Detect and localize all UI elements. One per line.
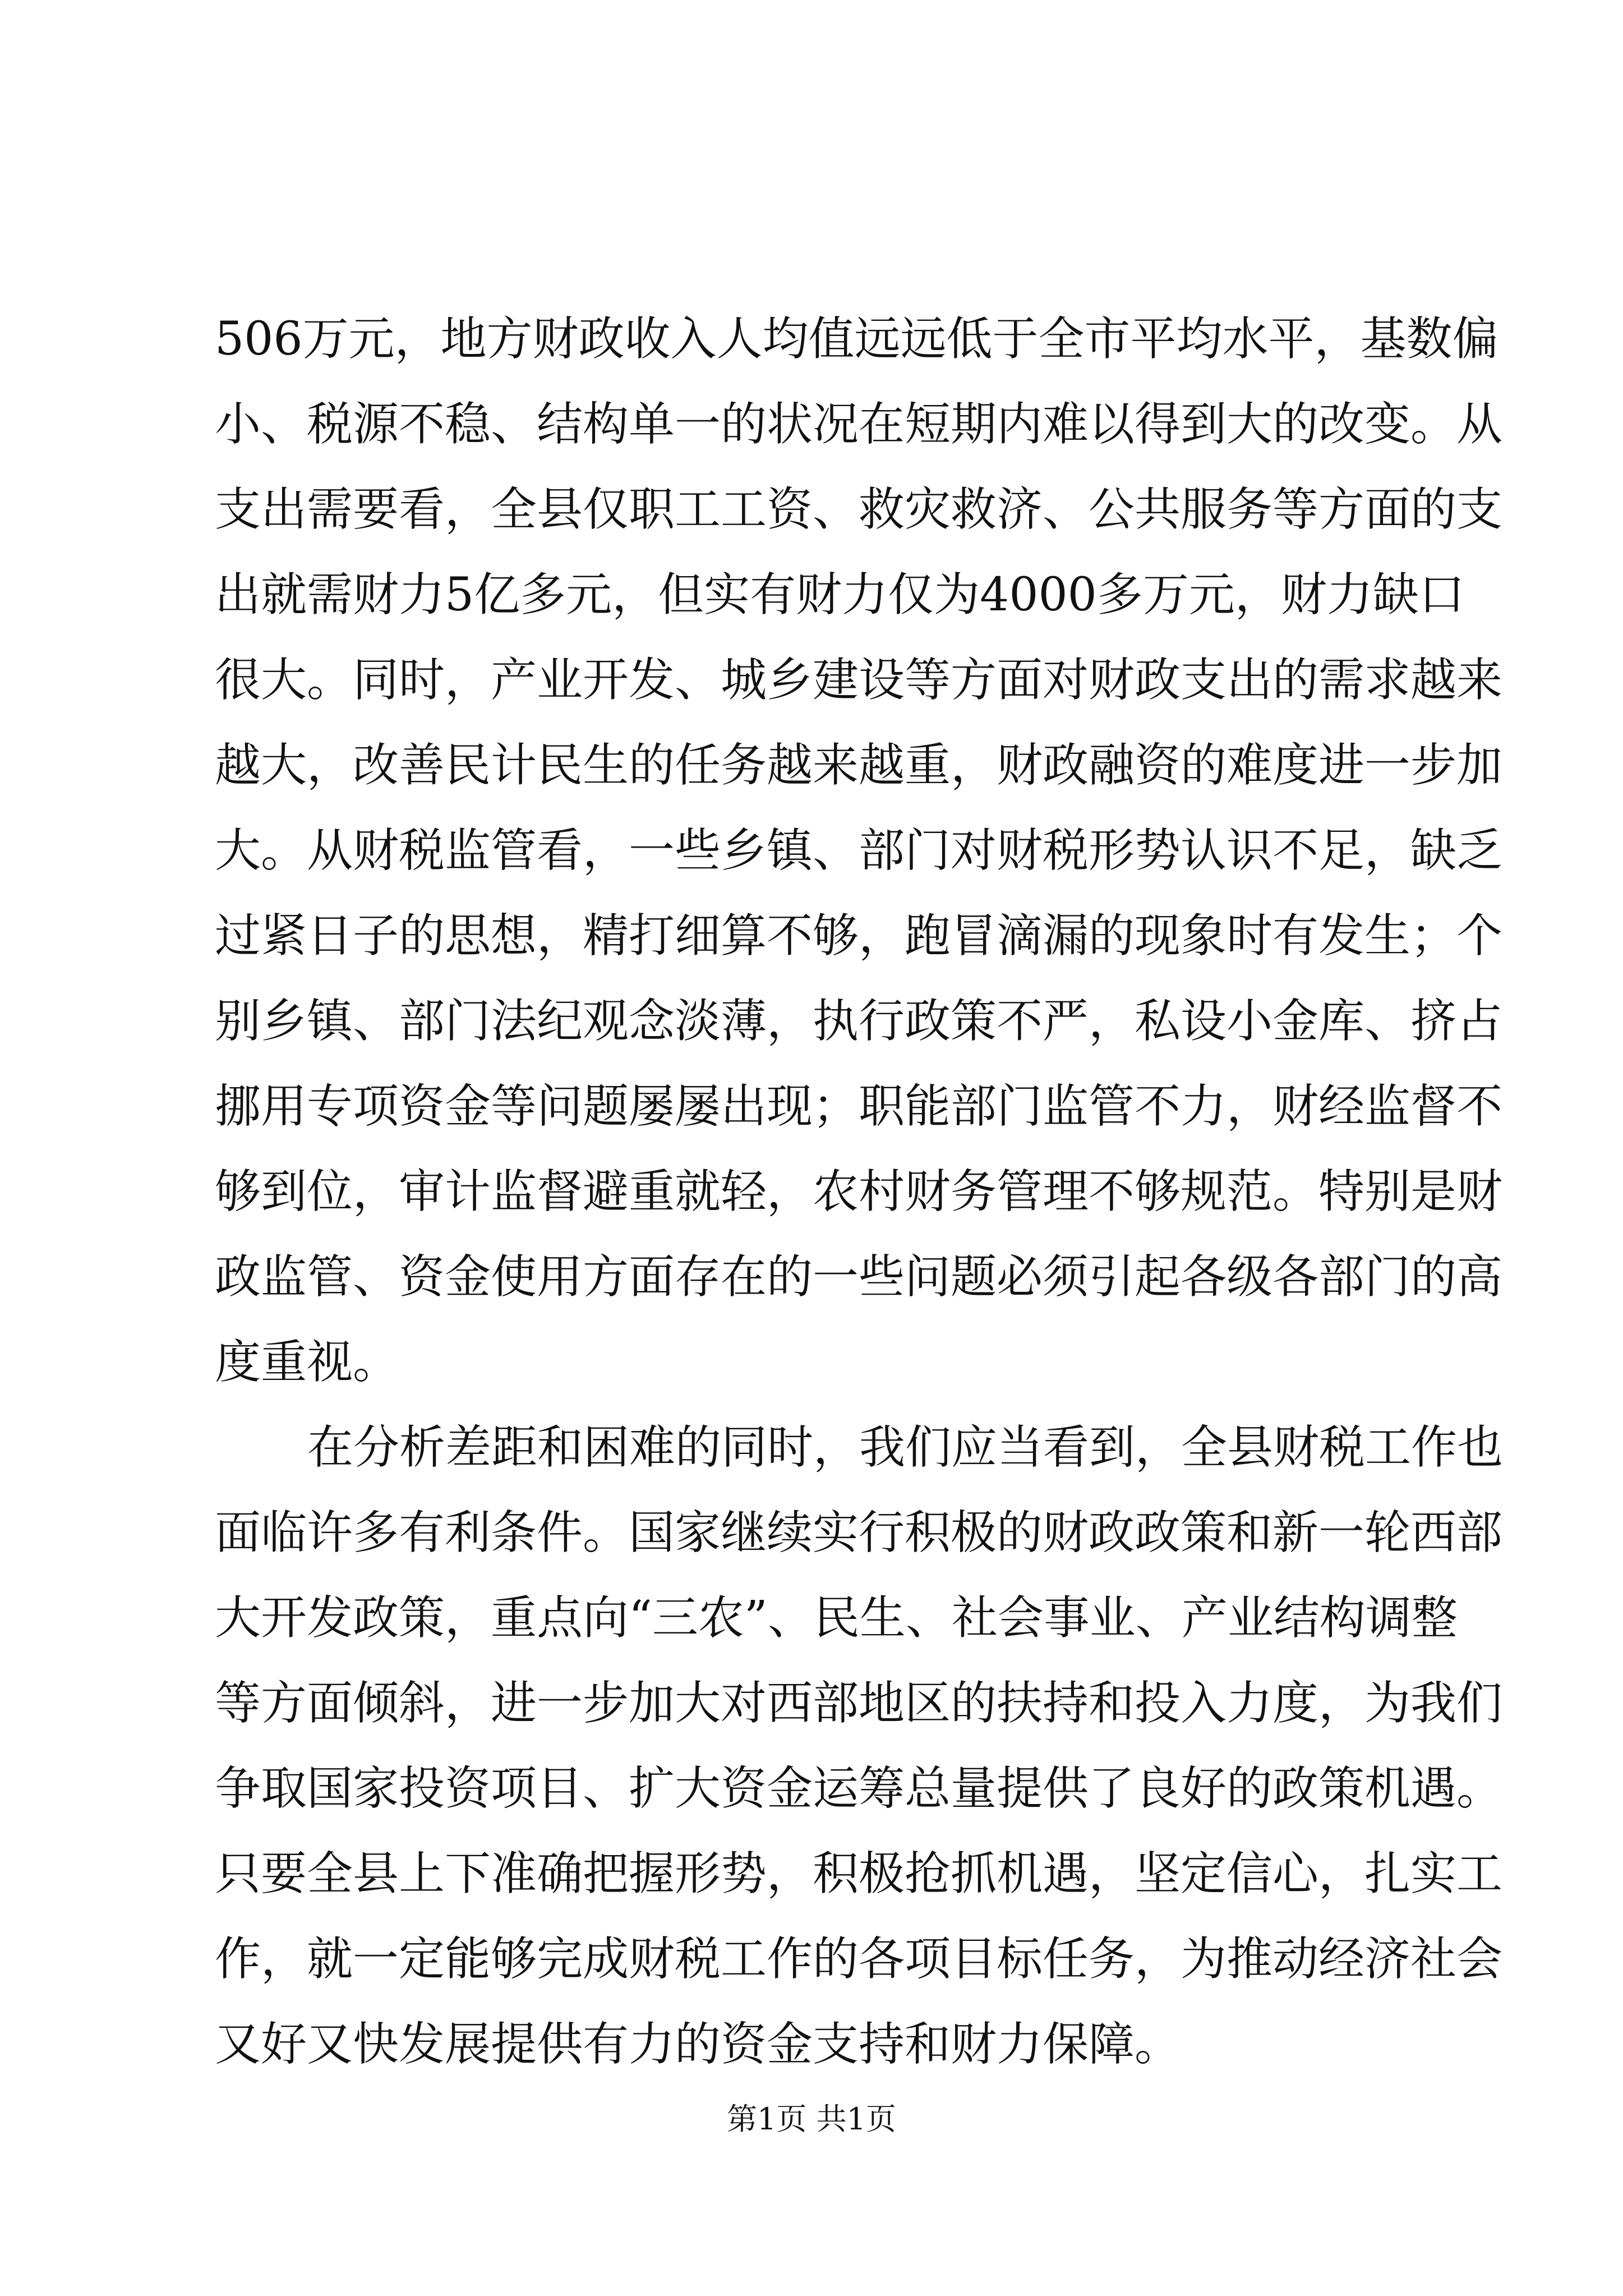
paragraph-2-line-4: 等方面倾斜，进一步加大对西部地区的扶持和投入力度，为我们 — [215, 1677, 1503, 1730]
paragraph-1-line-2: 小、税源不稳、结构单一的状况在短期内难以得到大的改变。从 — [215, 398, 1503, 451]
paragraph-2-line-2: 面临许多有利条件。国家继续实行积极的财政政策和新一轮西部 — [215, 1506, 1503, 1559]
paragraph-1-line-7: 大。从财税监管看，一些乡镇、部门对财税形势认识不足，缺乏 — [215, 824, 1503, 877]
paragraph-2-line-1: 在分析差距和困难的同时，我们应当看到，全县财税工作也 — [307, 1421, 1504, 1474]
paragraph-1-line-10: 挪用专项资金等问题屡屡出现；职能部门监管不力，财经监督不 — [215, 1080, 1503, 1133]
paragraph-1-line-11: 够到位，审计监督避重就轻，农村财务管理不够规范。特别是财 — [215, 1165, 1503, 1218]
paragraph-1-line-12: 政监管、资金使用方面存在的一些问题必须引起各级各部门的高 — [215, 1250, 1503, 1304]
paragraph-1-line-8: 过紧日子的思想，精打细算不够，跑冒滴漏的现象时有发生；个 — [215, 909, 1503, 963]
paragraph-1-line-3: 支出需要看，全县仅职工工资、救灾救济、公共服务等方面的支 — [215, 483, 1503, 536]
paragraph-2-line-5: 争取国家投资项目、扩大资金运筹总量提供了良好的政策机遇。 — [215, 1762, 1503, 1815]
paragraph-2-line-8: 又好又快发展提供有力的资金支持和财力保障。 — [215, 2018, 1181, 2071]
paragraph-1-line-5: 很大。同时，产业开发、城乡建设等方面对财政支出的需求越来 — [215, 654, 1503, 707]
page-number-footer: 第1页 共1页 — [727, 2101, 896, 2137]
paragraph-1-line-6: 越大，改善民计民生的任务越来越重，财政融资的难度进一步加 — [215, 739, 1503, 792]
paragraph-1-line-9: 别乡镇、部门法纪观念淡薄，执行政策不严，私设小金库、挤占 — [215, 995, 1503, 1048]
paragraph-1-line-4: 出就需财力5亿多元，但实有财力仅为4000多万元，财力缺口 — [215, 568, 1465, 622]
paragraph-1-line-1: 506万元，地方财政收入人均值远远低于全市平均水平，基数偏 — [215, 312, 1498, 366]
paragraph-2-line-3: 大开发政策，重点向“三农”、民生、社会事业、产业结构调整 — [215, 1591, 1458, 1645]
paragraph-1-line-13: 度重视。 — [215, 1336, 399, 1389]
paragraph-2-line-7: 作，就一定能够完成财税工作的各项目标任务，为推动经济社会 — [215, 1932, 1503, 1986]
paragraph-2-line-6: 只要全县上下准确把握形势，积极抢抓机遇，坚定信心，扎实工 — [215, 1847, 1503, 1901]
